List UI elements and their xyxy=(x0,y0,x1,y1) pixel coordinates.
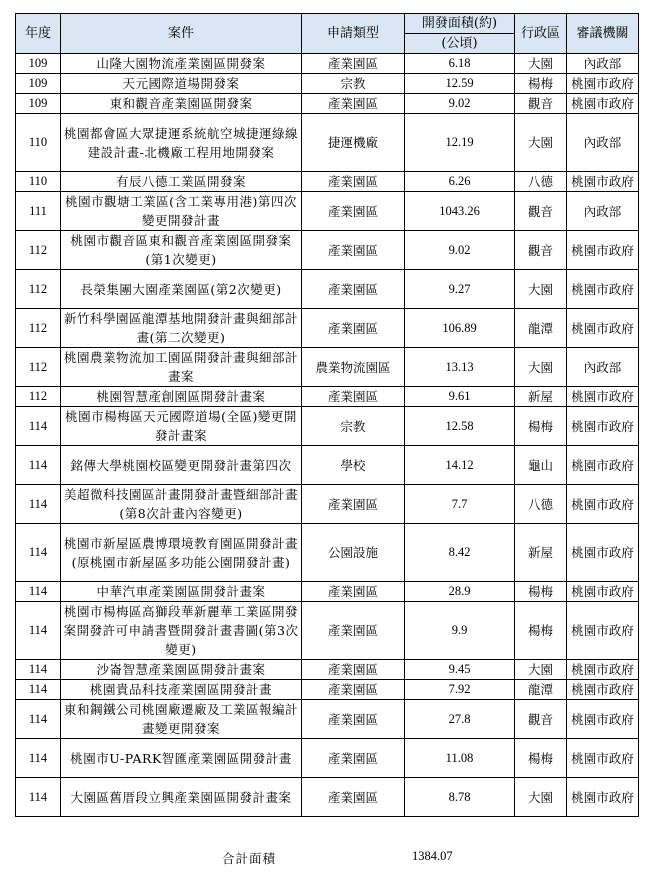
table-row xyxy=(16,602,639,660)
cell-authority: 桃園市政府 xyxy=(567,602,639,660)
cell-case: 東和鋼鐵公司桃園廠遷廠及工業區報編計畫變更開發案 xyxy=(61,700,302,739)
cell-case: 新竹科學園區龍潭基地開發計畫與細部計畫(第二次變更) xyxy=(61,309,302,348)
cell-area: 7.7 xyxy=(405,485,515,524)
cell-case: 桃園市楊梅區高獅段華新麗華工業區開發案開發許可申請書暨開發計畫書圖(第3次變更) xyxy=(61,602,302,660)
cell-year: 110 xyxy=(16,172,61,192)
table-header xyxy=(16,14,639,54)
cell-year: 112 xyxy=(16,270,61,309)
header-authority: 審議機關 xyxy=(567,14,639,54)
cell-case: 桃園智慧產創園區開發計畫案 xyxy=(61,387,302,407)
cell-type: 產業園區 xyxy=(302,700,405,739)
cell-type: 產業園區 xyxy=(302,739,405,778)
cell-district: 大園 xyxy=(515,778,567,817)
cell-case: 長榮集團大園產業園區(第2次變更) xyxy=(61,270,302,309)
cell-authority: 桃園市政府 xyxy=(567,309,639,348)
cell-area: 13.13 xyxy=(405,348,515,387)
cell-case: 山隆大園物流產業園區開發案 xyxy=(61,54,302,74)
cell-type: 產業園區 xyxy=(302,192,405,231)
table-row xyxy=(16,192,639,231)
cell-authority: 桃園市政府 xyxy=(567,387,639,407)
table-row xyxy=(16,446,639,485)
cell-district: 楊梅 xyxy=(515,74,567,94)
table-row xyxy=(16,309,639,348)
table-row xyxy=(16,114,639,172)
table-row xyxy=(16,778,639,817)
cell-type: 產業園區 xyxy=(302,602,405,660)
cell-case: 東和觀音產業園區開發案 xyxy=(61,94,302,114)
header-type: 申請類型 xyxy=(302,14,405,54)
cell-area: 6.26 xyxy=(405,172,515,192)
cell-year: 114 xyxy=(16,407,61,446)
cell-area: 14.12 xyxy=(405,446,515,485)
cell-district: 八德 xyxy=(515,172,567,192)
cell-type: 產業園區 xyxy=(302,582,405,602)
table-row xyxy=(16,348,639,387)
table-row xyxy=(16,407,639,446)
cell-year: 112 xyxy=(16,387,61,407)
cell-authority: 內政部 xyxy=(567,192,639,231)
table-row xyxy=(16,485,639,524)
cell-case: 桃園貴品科技產業園區開發計畫 xyxy=(61,680,302,700)
cell-type: 產業園區 xyxy=(302,231,405,270)
cell-area: 106.89 xyxy=(405,309,515,348)
cell-authority: 桃園市政府 xyxy=(567,778,639,817)
cell-authority: 內政部 xyxy=(567,348,639,387)
cell-district: 大園 xyxy=(515,54,567,74)
cell-type: 產業園區 xyxy=(302,680,405,700)
cell-case: 桃園市新屋區農博環境教育園區開發計畫(原桃園市新屋區多功能公園開發計畫) xyxy=(61,524,302,582)
cell-case: 天元國際道場開發案 xyxy=(61,74,302,94)
table-row xyxy=(16,582,639,602)
cell-type: 產業園區 xyxy=(302,485,405,524)
cell-year: 114 xyxy=(16,582,61,602)
total-area-value: 1384.07 xyxy=(412,849,453,863)
cell-district: 大園 xyxy=(515,270,567,309)
cell-type: 產業園區 xyxy=(302,387,405,407)
cell-authority: 桃園市政府 xyxy=(567,446,639,485)
cell-year: 114 xyxy=(16,680,61,700)
table-row xyxy=(16,270,639,309)
cell-type: 宗教 xyxy=(302,74,405,94)
cell-district: 楊梅 xyxy=(515,582,567,602)
cell-district: 楊梅 xyxy=(515,739,567,778)
cell-area: 27.8 xyxy=(405,700,515,739)
header-district: 行政區 xyxy=(515,14,567,54)
total-area-footer xyxy=(0,846,655,868)
cell-type: 產業園區 xyxy=(302,309,405,348)
cell-district: 龜山 xyxy=(515,446,567,485)
cell-year: 109 xyxy=(16,54,61,74)
cell-year: 114 xyxy=(16,602,61,660)
table-row xyxy=(16,94,639,114)
cell-case: 美超微科技園區計畫開發計畫暨細部計畫(第8次計畫內容變更) xyxy=(61,485,302,524)
cell-area: 9.45 xyxy=(405,660,515,680)
cell-district: 新屋 xyxy=(515,387,567,407)
cell-district: 大園 xyxy=(515,114,567,172)
cell-case: 有辰八德工業區開發案 xyxy=(61,172,302,192)
cell-area: 6.18 xyxy=(405,54,515,74)
cell-type: 公園設施 xyxy=(302,524,405,582)
cell-case: 大園區舊厝段立興產業園區開發計畫案 xyxy=(61,778,302,817)
cell-authority: 內政部 xyxy=(567,114,639,172)
cell-district: 觀音 xyxy=(515,192,567,231)
cell-case: 桃園都會區大眾捷運系統航空城捷運綠線建設計畫-北機廠工程用地開發案 xyxy=(61,114,302,172)
cell-type: 產業園區 xyxy=(302,94,405,114)
cell-authority: 桃園市政府 xyxy=(567,407,639,446)
cell-district: 新屋 xyxy=(515,524,567,582)
cell-type: 產業園區 xyxy=(302,172,405,192)
cell-authority: 桃園市政府 xyxy=(567,700,639,739)
cell-type: 宗教 xyxy=(302,407,405,446)
cell-area: 7.92 xyxy=(405,680,515,700)
cell-district: 楊梅 xyxy=(515,407,567,446)
cell-authority: 桃園市政府 xyxy=(567,680,639,700)
cell-area: 9.61 xyxy=(405,387,515,407)
cell-type: 產業園區 xyxy=(302,778,405,817)
cell-case: 銘傳大學桃園校區變更開發計畫第四次 xyxy=(61,446,302,485)
cell-case: 桃園市U-PARK智匯產業園區開發計畫 xyxy=(61,739,302,778)
cell-year: 109 xyxy=(16,74,61,94)
cell-authority: 桃園市政府 xyxy=(567,94,639,114)
header-year: 年度 xyxy=(16,14,61,54)
cell-area: 9.9 xyxy=(405,602,515,660)
cell-district: 楊梅 xyxy=(515,602,567,660)
header-area-unit: (公頃) xyxy=(405,34,515,54)
table-row xyxy=(16,172,639,192)
cell-case: 桃園市觀音區東和觀音產業園區開發案(第1次變更) xyxy=(61,231,302,270)
cell-year: 114 xyxy=(16,700,61,739)
cell-district: 觀音 xyxy=(515,231,567,270)
cell-district: 龍潭 xyxy=(515,680,567,700)
cell-area: 12.19 xyxy=(405,114,515,172)
cell-case: 中華汽車產業園區開發計畫案 xyxy=(61,582,302,602)
cell-area: 11.08 xyxy=(405,739,515,778)
table-row xyxy=(16,680,639,700)
cell-case: 桃園市觀塘工業區(含工業專用港)第四次變更開發計畫 xyxy=(61,192,302,231)
cell-year: 114 xyxy=(16,485,61,524)
total-area-label: 合計面積 xyxy=(222,851,277,866)
table-row xyxy=(16,54,639,74)
table-row xyxy=(16,739,639,778)
cell-area: 8.78 xyxy=(405,778,515,817)
cell-year: 114 xyxy=(16,778,61,817)
cell-area: 12.58 xyxy=(405,407,515,446)
cell-year: 109 xyxy=(16,94,61,114)
cell-year: 111 xyxy=(16,192,61,231)
cell-area: 1043.26 xyxy=(405,192,515,231)
development-cases-table xyxy=(15,13,639,817)
table-row xyxy=(16,387,639,407)
cell-authority: 桃園市政府 xyxy=(567,660,639,680)
cell-area: 8.42 xyxy=(405,524,515,582)
cell-district: 大園 xyxy=(515,348,567,387)
cell-year: 112 xyxy=(16,348,61,387)
header-area: 開發面積(約) xyxy=(405,14,515,34)
cell-district: 大園 xyxy=(515,660,567,680)
cell-type: 產業園區 xyxy=(302,660,405,680)
cell-type: 產業園區 xyxy=(302,54,405,74)
cell-area: 12.59 xyxy=(405,74,515,94)
table-body xyxy=(16,54,639,817)
cell-district: 龍潭 xyxy=(515,309,567,348)
cell-authority: 桃園市政府 xyxy=(567,524,639,582)
cell-case: 桃園市楊梅區天元國際道場(全區)變更開發計畫案 xyxy=(61,407,302,446)
table-row xyxy=(16,700,639,739)
cell-type: 學校 xyxy=(302,446,405,485)
cell-district: 觀音 xyxy=(515,700,567,739)
cell-authority: 桃園市政府 xyxy=(567,231,639,270)
cell-year: 114 xyxy=(16,660,61,680)
cell-case: 沙崙智慧產業園區開發計畫案 xyxy=(61,660,302,680)
table-row xyxy=(16,231,639,270)
cell-year: 112 xyxy=(16,231,61,270)
cell-year: 110 xyxy=(16,114,61,172)
cell-year: 114 xyxy=(16,524,61,582)
cell-year: 114 xyxy=(16,446,61,485)
cell-case: 桃園農業物流加工園區開發計畫與細部計畫案 xyxy=(61,348,302,387)
cell-authority: 桃園市政府 xyxy=(567,582,639,602)
cell-year: 114 xyxy=(16,739,61,778)
cell-district: 八德 xyxy=(515,485,567,524)
cell-area: 9.02 xyxy=(405,231,515,270)
cell-authority: 桃園市政府 xyxy=(567,172,639,192)
cell-type: 產業園區 xyxy=(302,270,405,309)
header-case: 案件 xyxy=(61,14,302,54)
cell-authority: 桃園市政府 xyxy=(567,74,639,94)
table-row xyxy=(16,74,639,94)
cell-type: 捷運機廠 xyxy=(302,114,405,172)
cell-authority: 桃園市政府 xyxy=(567,270,639,309)
cell-area: 28.9 xyxy=(405,582,515,602)
cell-authority: 桃園市政府 xyxy=(567,485,639,524)
cell-area: 9.02 xyxy=(405,94,515,114)
cell-area: 9.27 xyxy=(405,270,515,309)
table-row xyxy=(16,660,639,680)
cell-authority: 桃園市政府 xyxy=(567,739,639,778)
table-row xyxy=(16,524,639,582)
cell-authority: 內政部 xyxy=(567,54,639,74)
cell-type: 農業物流園區 xyxy=(302,348,405,387)
cell-year: 112 xyxy=(16,309,61,348)
cell-district: 觀音 xyxy=(515,94,567,114)
